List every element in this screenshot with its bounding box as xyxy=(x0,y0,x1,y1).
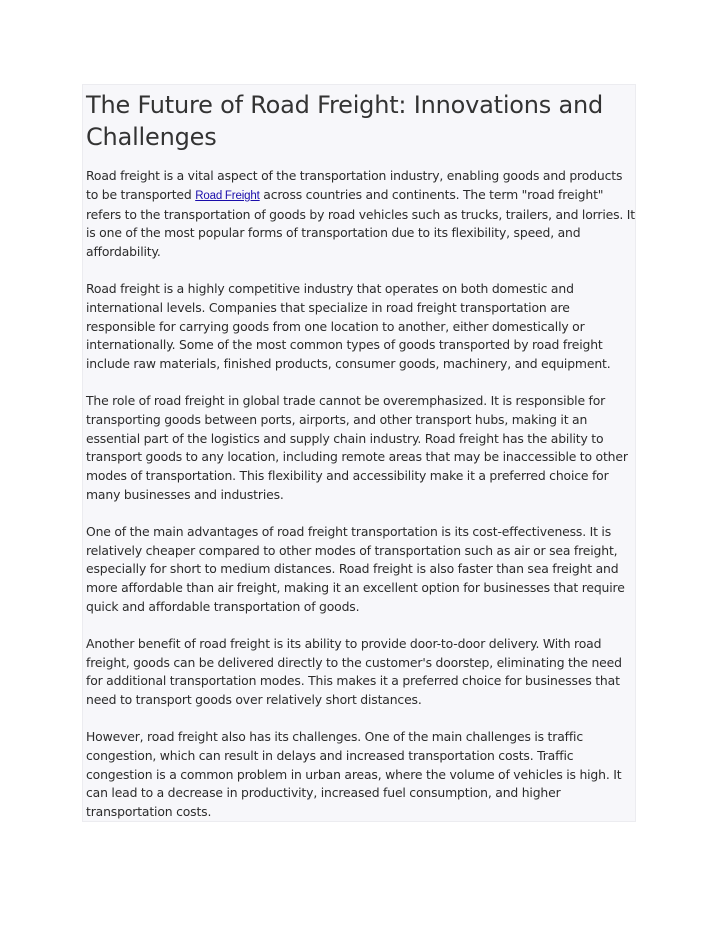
paragraph-5: Another benefit of road freight is its ability to provide door-to-door delivery. With road freight, goods can be delivered directly to the customer's doorstep, eliminating the need for additional transportation modes. This makes it a preferred choice for businesses that need to transport goods over relatively short distances. xyxy=(86,635,622,708)
paragraph-4: One of the main advantages of road freight transportation is its cost-effectiveness. It is relatively cheaper compared to other modes of transportation such as air or sea freight, especially for short to medium distances. Road freight is also faster than sea freight and more affordable than air freight, making it an excellent option for businesses that require quick and affordable transportation of goods. xyxy=(86,523,625,614)
paragraph-1 xyxy=(86,167,635,262)
paragraph-3: The role of road freight in global trade cannot be overemphasized. It is responsible for transporting goods between ports, airports, and other transport hubs, making it an essential part of the logistics and supply chain industry. Road freight has the ability to transport goods to any location, including remote areas that may be inaccessible to other modes of transportation. This flexibility and accessibility make it a preferred choice for many businesses and industries. xyxy=(86,392,628,502)
paragraph-6: However, road freight also has its challenges. One of the main challenges is traffic congestion, which can result in delays and increased transportation costs. Traffic congestion is a common problem in urban areas, where the volume of vehicles is high. It can lead to a decrease in productivity, increased fuel consumption, and higher transportation costs. xyxy=(86,728,622,820)
article-title: The Future of Road Freight: Innovations and Challenges xyxy=(86,91,604,151)
paragraph-1-text-start: Road freight is a vital aspect of the transportation industry, enabling goods and products to be transported xyxy=(86,168,623,202)
article-panel xyxy=(82,84,636,822)
paragraph-2: Road freight is a highly competitive industry that operates on both domestic and international levels. Companies that specialize in road freight transportation are responsible for carrying goods from one location to another, either domestically or internationally. Some of the most common types of goods transported by road freight include raw materials, finished products, consumer goods, machinery, and equipment. xyxy=(86,280,611,372)
road-freight-link[interactable]: Road Freight xyxy=(195,189,260,202)
paragraph-1-text-end: across countries and continents. The term "road freight" refers to the transportation of goods by road vehicles such as trucks, trailers, and lorries. It is one of the most popular forms of transportation due to its flexibility, speed, and affordability. xyxy=(86,186,635,260)
